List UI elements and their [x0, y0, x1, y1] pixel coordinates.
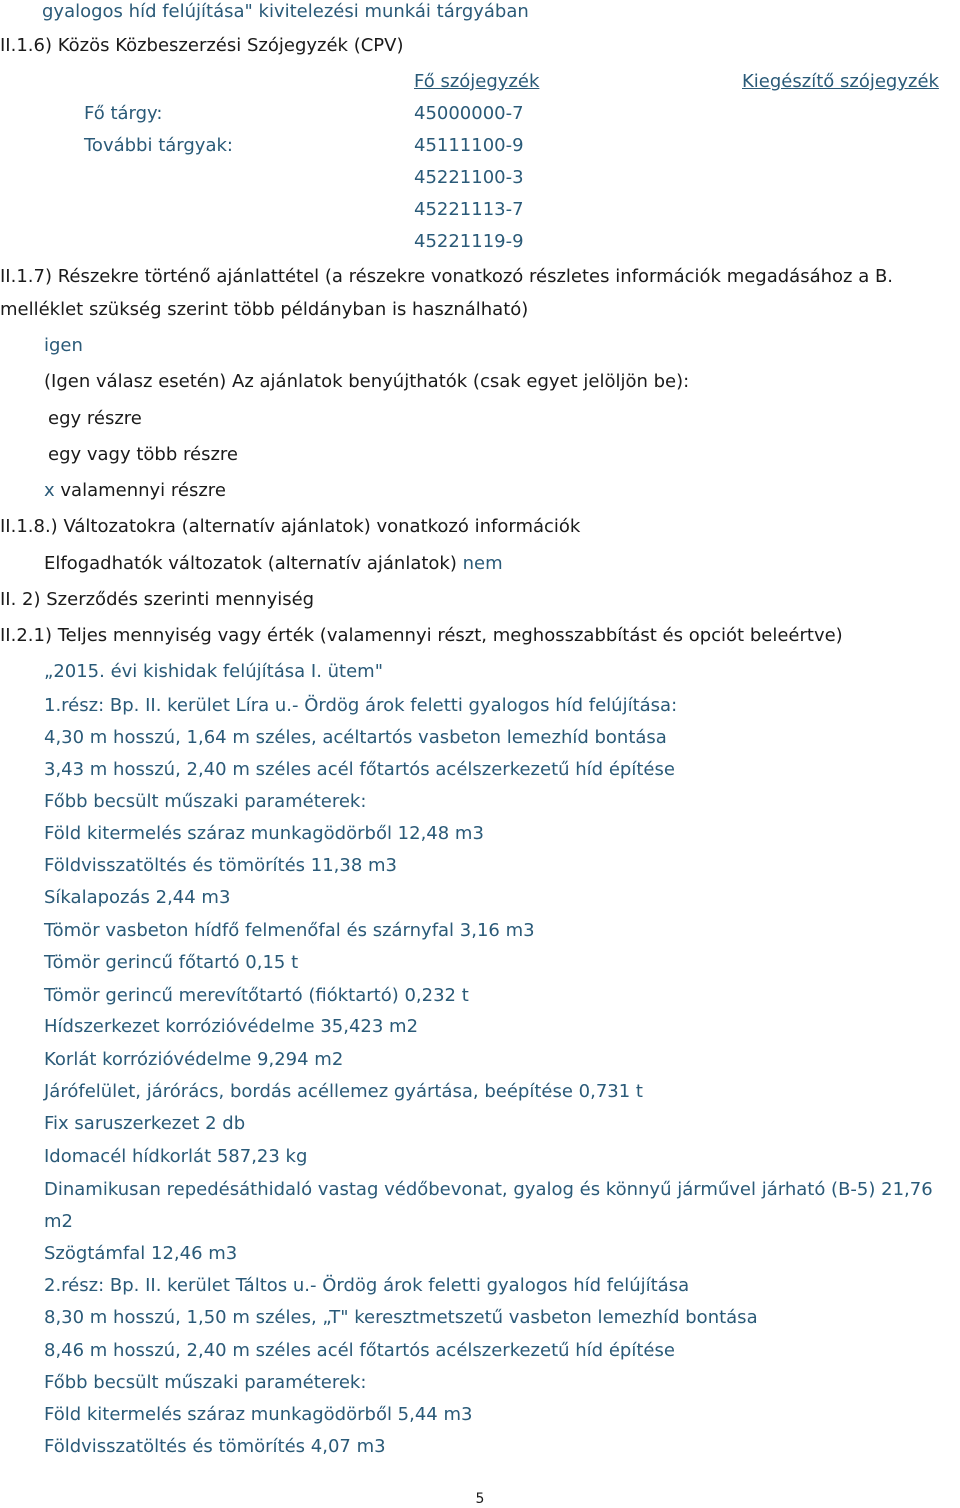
parameter-item: Tömör gerincű főtartó 0,15 t — [44, 952, 299, 973]
work-item: 3,43 m hosszú, 2,40 m széles acél főtartós acélszerkezetű híd építése — [44, 759, 675, 780]
additional-code: 45111100-9 — [414, 135, 524, 156]
parameters-heading: Főbb becsült műszaki paraméterek: — [44, 1372, 367, 1393]
parameter-item: Földvisszatöltés és tömörítés 11,38 m3 — [44, 855, 398, 876]
section-parts-heading-cont: melléklet szükség szerint több példányban is használható) — [0, 299, 529, 320]
part-one-location: 1.rész: Bp. II. kerület Líra u. — [44, 695, 292, 716]
option-all-parts — [44, 479, 226, 503]
parameter-item: Fix saruszerkezet 2 db — [44, 1113, 246, 1134]
additional-code: 45221113-7 — [414, 199, 524, 220]
additional-code: 45221100-3 — [414, 167, 524, 188]
parameter-item: Dinamikusan repedésáthidaló vastag védőbevonat, gyalog és könnyű járművel járható (B-5) 21,76 — [44, 1179, 933, 1200]
parameter-item: Hídszerkezet korrózióvédelme 35,423 m2 — [44, 1016, 419, 1037]
page-number: 5 — [475, 1491, 485, 1507]
parameter-item: Szögtámfal 12,46 m3 — [44, 1243, 238, 1264]
parameters-heading: Főbb becsült műszaki paraméterek: — [44, 791, 367, 812]
part-two-title: 2.rész: Bp. II. kerület Táltos u.- Ördög árok feletti gyalogos híd felújítása — [44, 1275, 690, 1296]
variants-value: nem — [462, 553, 503, 574]
cpv-supplementary-header: Kiegészítő szójegyzék — [742, 71, 939, 92]
parameter-item: Idomacél hídkorlát 587,23 kg — [44, 1146, 308, 1167]
section-number: II.1.8.) — [0, 516, 58, 537]
parameter-item: Korlát korrózióvédelme 9,294 m2 — [44, 1049, 344, 1070]
selected-mark: x — [44, 480, 55, 501]
option-one-part: egy részre — [48, 408, 142, 429]
main-subject-label: Fő tárgy: — [84, 103, 163, 124]
parameter-item: Tömör vasbeton hídfő felmenőfal és szárnyfal 3,16 m3 — [44, 920, 535, 941]
section-title: Változatokra (alternatív ajánlatok) vonatkozó információk — [63, 516, 581, 537]
parameter-item-cont: m2 — [44, 1211, 73, 1232]
parameter-item: Tömör gerincű merevítőtartó (fióktartó) 0,232 t — [44, 985, 469, 1006]
variants-label: Elfogadhatók változatok (alternatív ajánlatok) — [44, 553, 457, 574]
section-quantity-heading: II. 2) Szerződés szerinti mennyiség — [0, 589, 315, 610]
work-item: 8,46 m hosszú, 2,40 m széles acél főtartós acélszerkezetű híd építése — [44, 1340, 675, 1361]
section-parts-heading: II.1.7) Részekre történő ajánlattétel (a részekre vonatkozó részletes információk megadásához a B. — [0, 266, 894, 287]
part-one-title — [44, 694, 677, 718]
option-all-parts-label: valamennyi részre — [60, 480, 226, 501]
section-cpv-heading: II.1.6) Közös Közbeszerzési Szójegyzék (CPV) — [0, 35, 404, 56]
parameter-item: Föld kitermelés száraz munkagödörből 5,44 m3 — [44, 1404, 473, 1425]
project-name: „2015. évi kishidak felújítása I. ütem" — [44, 661, 383, 682]
cpv-main-header: Fő szójegyzék — [414, 71, 540, 92]
main-subject-code: 45000000-7 — [414, 103, 524, 124]
parts-submission-note: (Igen válasz esetén) Az ajánlatok benyújthatók (csak egyet jelöljön be): — [44, 371, 690, 392]
part-one-description: - Ördög árok feletti gyalogos híd felújítása: — [291, 695, 678, 716]
additional-code: 45221119-9 — [414, 231, 524, 252]
section-variants-heading — [0, 515, 580, 539]
section-total-quantity-heading: II.2.1) Teljes mennyiség vagy érték (valamennyi részt, meghosszabbítást és opciót beleértve) — [0, 625, 843, 646]
parts-answer: igen — [44, 335, 83, 356]
parameter-item: Járófelület, járórács, bordás acéllemez gyártása, beépítése 0,731 t — [44, 1081, 643, 1102]
option-one-or-more: egy vagy több részre — [48, 444, 238, 465]
variants-accepted — [44, 552, 503, 576]
work-item: 8,30 m hosszú, 1,50 m széles, „T" keresztmetszetű vasbeton lemezhíd bontása — [44, 1307, 758, 1328]
parameter-item: Síkalapozás 2,44 m3 — [44, 887, 231, 908]
parameter-item: Föld kitermelés száraz munkagödörből 12,48 m3 — [44, 823, 484, 844]
parameter-item: Földvisszatöltés és tömörítés 4,07 m3 — [44, 1436, 386, 1457]
additional-subjects-label: További tárgyak: — [84, 135, 233, 156]
work-item: 4,30 m hosszú, 1,64 m széles, acéltartós vasbeton lemezhíd bontása — [44, 727, 667, 748]
title-fragment: gyalogos híd felújítása" kivitelezési munkái tárgyában — [42, 1, 529, 22]
